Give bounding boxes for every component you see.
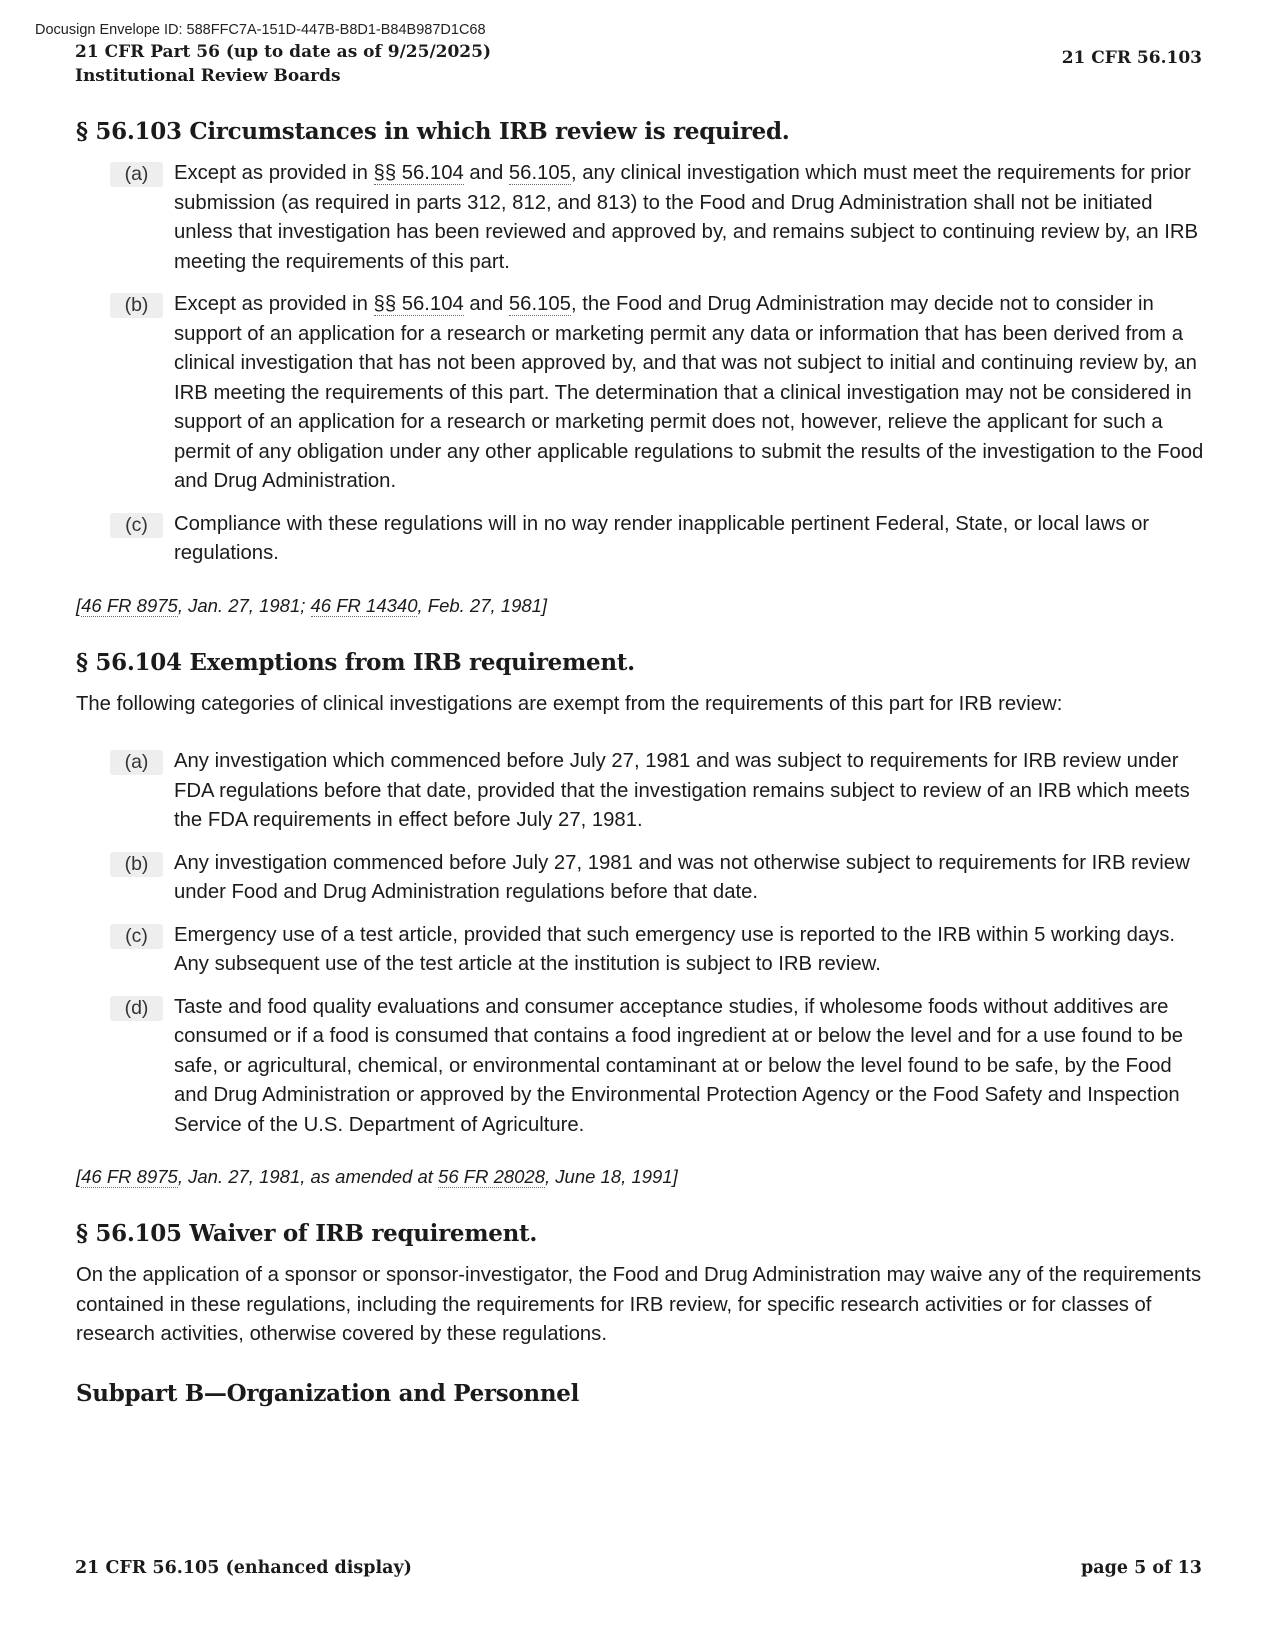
link-46-fr-14340[interactable]: 46 FR 14340 bbox=[310, 594, 418, 616]
text: Compliance with these regulations will in no way render inapplicable pertinent Federal, State, or local laws or regulations. bbox=[174, 512, 1150, 564]
text: and bbox=[463, 162, 509, 184]
text: Except as provided in bbox=[174, 162, 374, 184]
link-56-fr-28028[interactable]: 56 FR 28028 bbox=[438, 1166, 546, 1187]
subpart-b-heading: Subpart B—Organization and Personnel bbox=[76, 1379, 580, 1407]
footer-page-number: page 5 of 13 bbox=[1081, 1558, 1202, 1578]
link-46-fr-8975[interactable]: 46 FR 8975 bbox=[81, 1166, 178, 1187]
text: Any investigation which commenced before July 27, 1981 and was subject to requirements for IRB review under FDA regulations before that date, provided that the investigation remains subject to review of an IRB which meets the FDA requirements in effect before July 27, 1981. bbox=[174, 750, 1190, 831]
paragraph-56-104-c bbox=[76, 921, 1206, 980]
header-section-ref: 21 CFR 56.103 bbox=[1061, 48, 1202, 68]
section-56-104-intro: The following categories of clinical investigations are exempt from the requirements of this part for IRB review: bbox=[76, 692, 1063, 715]
paragraph-56-103-a bbox=[76, 159, 1206, 277]
text: Taste and food quality evaluations and consumer acceptance studies, if wholesome foods without additives are consumed or if a food is consumed that contains a food ingredient at or below the level and for a use found to be safe, or agricultural, chemical, or environmental contaminant at or below the level found to be safe, by the Food and Drug Administration or approved by the Environmental Protection Agency or the Food Safety and Inspection Service of the U.S. Department of Agriculture. bbox=[174, 995, 1184, 1136]
section-56-104-heading: § 56.104 Exemptions from IRB requirement. bbox=[76, 648, 635, 676]
text: , any clinical investigation which must meet the requirements for prior submission (as required in parts 312, 812, and 813) to the Food and Drug Administration shall not be initiated unless that investigation has been reviewed and approved by, and remains subject to continuing review by, an IRB meeting the requirements of this part. bbox=[174, 162, 1199, 273]
text: [ bbox=[76, 594, 82, 616]
text: , June 18, 1991] bbox=[545, 1166, 678, 1187]
paragraph-label: (d) bbox=[110, 996, 163, 1021]
section-56-105-heading: § 56.105 Waiver of IRB requirement. bbox=[76, 1220, 538, 1247]
link-56-105[interactable]: 56.105 bbox=[508, 293, 571, 315]
docusign-envelope-id: Docusign Envelope ID: 588FFC7A-151D-447B-B8D1-B84B987D1C68 bbox=[35, 22, 486, 38]
text: Any investigation commenced before July 27, 1981 and was not otherwise subject to requirements for IRB review under Food and Drug Administration regulations before that date. bbox=[174, 851, 1190, 903]
citation-56-103 bbox=[76, 595, 1206, 617]
link-56-104[interactable]: §§ 56.104 bbox=[373, 162, 464, 184]
text: , Jan. 27, 1981; bbox=[177, 594, 311, 616]
paragraph-56-104-a bbox=[76, 747, 1206, 836]
text: Emergency use of a test article, provided that such emergency use is reported to the IRB within 5 working days. Any subsequent use of the test article at the institution is subject to IRB review. bbox=[174, 923, 1176, 975]
paragraph-label: (b) bbox=[110, 852, 163, 877]
paragraph-56-104-b bbox=[76, 849, 1206, 908]
link-56-105[interactable]: 56.105 bbox=[508, 162, 571, 184]
paragraph-label: (a) bbox=[110, 750, 163, 775]
text: , the Food and Drug Administration may decide not to consider in support of an application for a research or marketing permit any data or information that has been derived from a clinical investigation that has not been approved by, and that was not subject to initial and continuing review by, an IRB meeting the requirements of this part. The determination that a clinical investigation may not be considered in support of an application for a research or marketing permit does not, however, relieve the applicant for such a permit of any obligation under any other applicable regulations to submit the results of the investigation to the Food and Drug Administration. bbox=[174, 293, 1204, 492]
paragraph-label: (c) bbox=[110, 924, 163, 949]
footer-document-title: 21 CFR 56.105 (enhanced display) bbox=[75, 1558, 412, 1578]
text: , Feb. 27, 1981] bbox=[417, 594, 548, 616]
link-56-104[interactable]: §§ 56.104 bbox=[373, 293, 464, 315]
paragraph-label: (a) bbox=[110, 162, 163, 187]
text: [ bbox=[76, 1166, 82, 1187]
link-46-fr-8975[interactable]: 46 FR 8975 bbox=[81, 594, 178, 616]
text: , Jan. 27, 1981, as amended at bbox=[177, 1166, 439, 1187]
paragraph-56-103-b bbox=[76, 290, 1206, 497]
section-56-103-heading: § 56.103 Circumstances in which IRB review is required. bbox=[76, 118, 790, 145]
paragraph-label: (b) bbox=[110, 293, 163, 318]
citation-56-104 bbox=[76, 1166, 1206, 1188]
header-part-title: 21 CFR Part 56 (up to date as of 9/25/2025) bbox=[75, 42, 492, 62]
header-part-subtitle: Institutional Review Boards bbox=[75, 66, 341, 86]
paragraph-56-104-d bbox=[76, 993, 1206, 1141]
text: Except as provided in bbox=[174, 293, 374, 315]
text: and bbox=[463, 293, 509, 315]
paragraph-56-103-c bbox=[76, 510, 1206, 569]
paragraph-label: (c) bbox=[110, 513, 163, 538]
page-content bbox=[76, 118, 1206, 1407]
running-header bbox=[75, 40, 491, 88]
section-56-105-text: On the application of a sponsor or sponsor-investigator, the Food and Drug Administration may waive any of the requirements contained in these regulations, including the requirements for IRB review, for specific research activities or for classes of research activities, otherwise covered by these regulations. bbox=[76, 1264, 1202, 1345]
